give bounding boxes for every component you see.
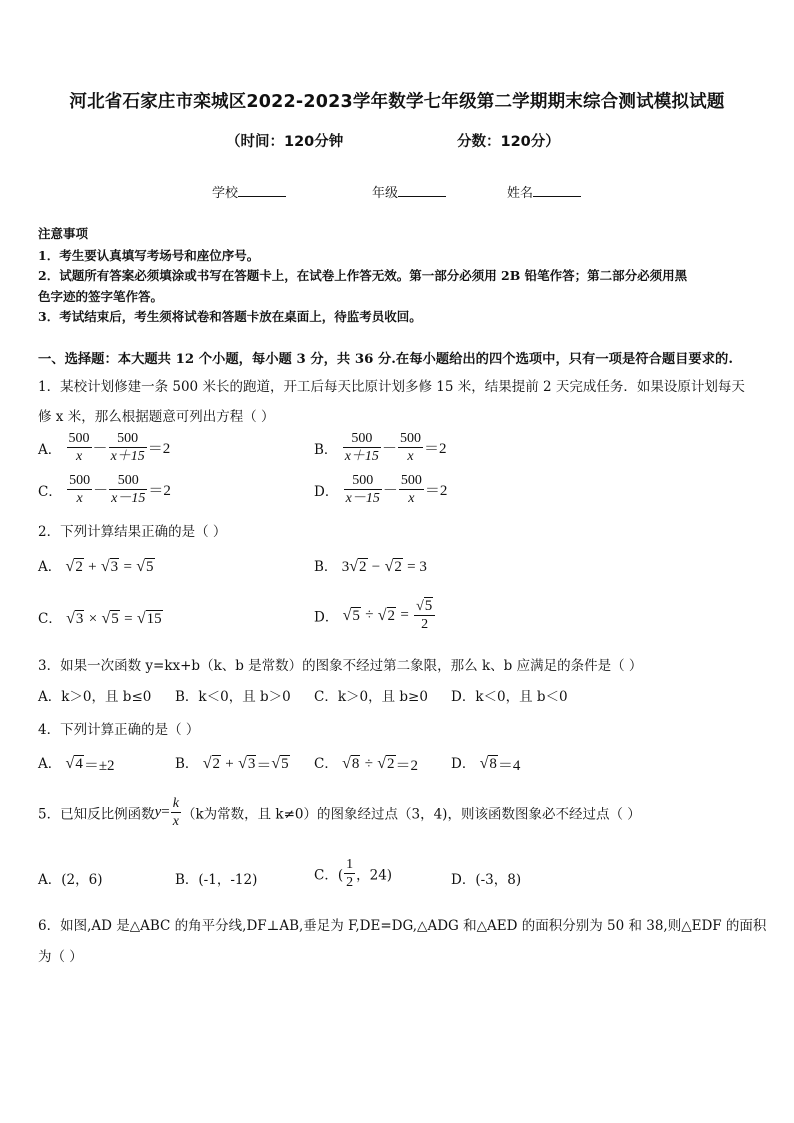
q5-option-c[interactable] bbox=[314, 856, 392, 891]
radicand: 5 bbox=[281, 756, 289, 772]
q5-option-a[interactable]: A．(2，6) bbox=[38, 872, 103, 888]
radicand: 3 bbox=[110, 559, 119, 575]
denominator: x bbox=[407, 449, 414, 464]
fraction bbox=[67, 430, 92, 465]
radicand: 3 bbox=[247, 756, 256, 772]
fraction bbox=[343, 430, 381, 465]
sqrt: √4 bbox=[65, 755, 83, 772]
operator: × bbox=[88, 611, 98, 627]
q3-option-a[interactable]: A．k＞0，且 b≤0 bbox=[38, 689, 152, 705]
numerator: 500 bbox=[400, 473, 422, 488]
notice-item: 色字迹的签字笔作答。 bbox=[38, 289, 164, 304]
q5-option-d[interactable]: D．(-3，8) bbox=[451, 872, 522, 888]
q2-stem: 2．下列计算结果正确的是（ ） bbox=[38, 524, 227, 540]
option-label: B． bbox=[314, 441, 338, 458]
fraction bbox=[399, 472, 424, 507]
denominator: x bbox=[408, 491, 415, 506]
notice-item: 1．考生要认真填写考场号和座位序号。 bbox=[38, 248, 260, 263]
sqrt: √3 bbox=[66, 610, 84, 627]
equals: ＝2 bbox=[423, 441, 447, 457]
option-label: D． bbox=[314, 483, 339, 500]
option-label: C． bbox=[314, 756, 338, 772]
q6-stem-line2: 为（ ） bbox=[38, 949, 83, 965]
sqrt: √5 bbox=[342, 606, 360, 624]
option-label: C．( bbox=[314, 867, 344, 884]
grade-blank[interactable] bbox=[398, 183, 446, 197]
q1-option-c[interactable] bbox=[38, 472, 171, 507]
numerator: 500 bbox=[68, 431, 90, 446]
fraction bbox=[109, 430, 147, 465]
fraction bbox=[344, 472, 382, 507]
radicand: 15 bbox=[146, 611, 162, 627]
denominator: x－15 bbox=[111, 491, 146, 506]
q5-stem-prefix: 5．已知反比例函数 bbox=[38, 806, 155, 823]
denominator: x＋15 bbox=[344, 449, 379, 464]
radicand: 5 bbox=[111, 611, 119, 627]
numerator: 500 bbox=[109, 430, 147, 448]
q6-stem-line1: 6．如图,AD 是△ABC 的角平分线,DF⊥AB,垂足为 F,DE=DG,△ADG 和△AED 的面积分别为 50 和 38,则△EDF 的面积 bbox=[38, 918, 767, 934]
q1-option-a[interactable] bbox=[38, 430, 170, 465]
q4-option-d[interactable] bbox=[451, 752, 520, 775]
numerator bbox=[414, 598, 435, 616]
q4-option-b[interactable] bbox=[175, 752, 290, 775]
denominator: x bbox=[75, 449, 83, 464]
denominator: x－15 bbox=[345, 491, 380, 506]
operator: － bbox=[381, 441, 397, 457]
radicand: 2 bbox=[359, 559, 367, 575]
numerator: 500 bbox=[69, 473, 91, 488]
name-field bbox=[507, 182, 581, 201]
numerator: 500 bbox=[344, 472, 382, 490]
sqrt: √5 bbox=[271, 755, 289, 772]
equals: ＝±2 bbox=[83, 758, 115, 774]
sqrt: √2 bbox=[349, 558, 367, 575]
operator: ÷ bbox=[364, 756, 373, 772]
denominator: 2 bbox=[421, 617, 429, 632]
sqrt: √2 bbox=[377, 755, 395, 772]
exam-time: （时间：120分钟 bbox=[226, 134, 344, 150]
school-field bbox=[212, 182, 286, 201]
notice-item: 2．试题所有答案必须填涂或书写在答题卡上，在试卷上作答无效。第一部分必须用 2B 铅笔作答；第二部分必须用黑 bbox=[38, 268, 688, 283]
equals: ＝2 bbox=[395, 758, 419, 774]
operator: － bbox=[93, 483, 109, 499]
numerator: 500 bbox=[343, 430, 381, 448]
radicand: 8 bbox=[351, 756, 360, 772]
sqrt: √2 bbox=[65, 558, 83, 575]
name-blank[interactable] bbox=[533, 183, 581, 197]
q5-stem bbox=[38, 795, 641, 830]
grade-field bbox=[372, 182, 446, 201]
radicand: 2 bbox=[212, 756, 220, 772]
q3-stem: 3．如果一次函数 y=kx+b（k、b 是常数）的图象不经过第二象限，那么 k、b 应满足的条件是（ ） bbox=[38, 658, 643, 674]
radicand: 5 bbox=[424, 598, 433, 614]
option-tail: ，24) bbox=[356, 867, 393, 884]
numerator: 500 bbox=[399, 431, 421, 446]
school-blank[interactable] bbox=[238, 183, 286, 197]
option-label: B． bbox=[314, 559, 338, 575]
q1-stem-line1: 1．某校计划修建一条 500 米长的跑道，开工后每天比原计划多修 15 米，结果提前 2 天完成任务．如果设原计划每天 bbox=[38, 379, 745, 395]
q3-option-d[interactable]: D．k＜0，且 b＜0 bbox=[451, 689, 568, 705]
radicand: 5 bbox=[352, 607, 360, 624]
equals: ＝ bbox=[256, 758, 272, 774]
sqrt: √3 bbox=[238, 755, 256, 772]
equals: ＝4 bbox=[497, 758, 521, 774]
operator: + bbox=[88, 559, 97, 575]
q2-option-b[interactable] bbox=[314, 555, 427, 576]
equals: = bbox=[123, 559, 132, 575]
sqrt: √2 bbox=[384, 558, 402, 575]
q3-option-b[interactable]: B．k＜0，且 b＞0 bbox=[175, 689, 291, 705]
sqrt: √5 bbox=[416, 598, 433, 614]
operator: ÷ bbox=[365, 607, 374, 623]
exam-score: 分数：120分） bbox=[457, 134, 560, 150]
radicand: 4 bbox=[75, 756, 83, 772]
denominator: x bbox=[172, 814, 179, 829]
fraction bbox=[344, 856, 355, 891]
numerator: 1 bbox=[346, 857, 354, 872]
radicand: 2 bbox=[387, 756, 395, 772]
equals: ＝2 bbox=[424, 483, 448, 499]
fraction bbox=[67, 472, 92, 507]
numerator: k bbox=[172, 796, 179, 811]
notice-heading: 注意事项 bbox=[38, 226, 89, 241]
notice-item: 3．考试结束后，考生须将试卷和答题卡放在桌面上，待监考员收回。 bbox=[38, 309, 422, 324]
q5-stem-suffix: （k为常数，且 k≠0）的图象经过点（3，4)，则该函数图象必不经过点（ ） bbox=[181, 806, 641, 823]
radicand: 2 bbox=[75, 559, 83, 575]
radicand: 5 bbox=[146, 559, 154, 575]
q4-option-c[interactable] bbox=[314, 752, 418, 775]
operator: + bbox=[225, 756, 234, 772]
q3-option-c[interactable]: C．k＞0，且 b≥0 bbox=[314, 689, 428, 705]
fraction bbox=[398, 430, 423, 465]
equals: ＝2 bbox=[147, 441, 171, 457]
operator: − bbox=[371, 559, 381, 575]
numerator: 500 bbox=[109, 472, 147, 490]
denominator: x＋15 bbox=[110, 449, 145, 464]
q2-option-c[interactable] bbox=[38, 607, 163, 628]
equals: = bbox=[400, 607, 409, 623]
q1-stem-line2: 修 x 米，那么根据题意可列出方程（ ） bbox=[38, 409, 275, 425]
coefficient: 3 bbox=[341, 559, 350, 575]
function-var: y bbox=[154, 804, 162, 820]
equals: = 3 bbox=[407, 559, 427, 575]
grade-label: 年级 bbox=[372, 186, 399, 201]
equals: ＝2 bbox=[148, 483, 171, 499]
fraction bbox=[109, 472, 147, 507]
option-label: A． bbox=[38, 441, 62, 458]
option-label: A． bbox=[38, 756, 62, 772]
q5-option-b[interactable]: B．(-1，-12) bbox=[175, 872, 258, 888]
sqrt: √8 bbox=[342, 755, 360, 772]
q2-option-d[interactable] bbox=[314, 598, 436, 633]
sqrt: √2 bbox=[377, 606, 396, 624]
denominator: x bbox=[76, 491, 83, 506]
radicand: 2 bbox=[387, 607, 396, 624]
sqrt: √5 bbox=[101, 610, 119, 627]
radicand: 2 bbox=[394, 559, 402, 575]
section-heading: 一、选择题：本大题共 12 个小题，每小题 3 分，共 36 分.在每小题给出的四个选项中，只有一项是符合题目要求的. bbox=[38, 352, 733, 367]
operator: － bbox=[92, 441, 108, 457]
sqrt: √3 bbox=[100, 558, 119, 575]
fraction bbox=[171, 795, 181, 830]
option-label: C． bbox=[38, 483, 62, 500]
sqrt: √15 bbox=[136, 610, 162, 627]
q4-stem: 4．下列计算正确的是（ ） bbox=[38, 722, 200, 738]
school-label: 学校 bbox=[212, 186, 239, 201]
equals: = bbox=[124, 611, 133, 627]
q1-option-d[interactable] bbox=[314, 472, 447, 507]
radicand: 8 bbox=[489, 756, 497, 772]
exam-title: 河北省石家庄市栾城区2022-2023学年数学七年级第二学期期末综合测试模拟试题 bbox=[69, 92, 725, 112]
option-label: B． bbox=[175, 756, 199, 772]
q4-option-a[interactable] bbox=[38, 752, 115, 775]
option-label: D． bbox=[451, 756, 476, 772]
sqrt: √2 bbox=[202, 755, 220, 772]
q2-option-a[interactable] bbox=[38, 555, 155, 576]
operator: － bbox=[382, 483, 398, 499]
fraction bbox=[414, 598, 435, 633]
option-label: A． bbox=[38, 559, 62, 575]
option-label: C． bbox=[38, 611, 62, 627]
sqrt: √5 bbox=[136, 558, 154, 575]
sqrt: √8 bbox=[479, 755, 497, 772]
equals: = bbox=[161, 804, 170, 820]
name-label: 姓名 bbox=[507, 186, 534, 201]
option-label: D． bbox=[314, 609, 339, 626]
radicand: 3 bbox=[75, 611, 84, 627]
q1-option-b[interactable] bbox=[314, 430, 446, 465]
denominator: 2 bbox=[346, 875, 354, 890]
